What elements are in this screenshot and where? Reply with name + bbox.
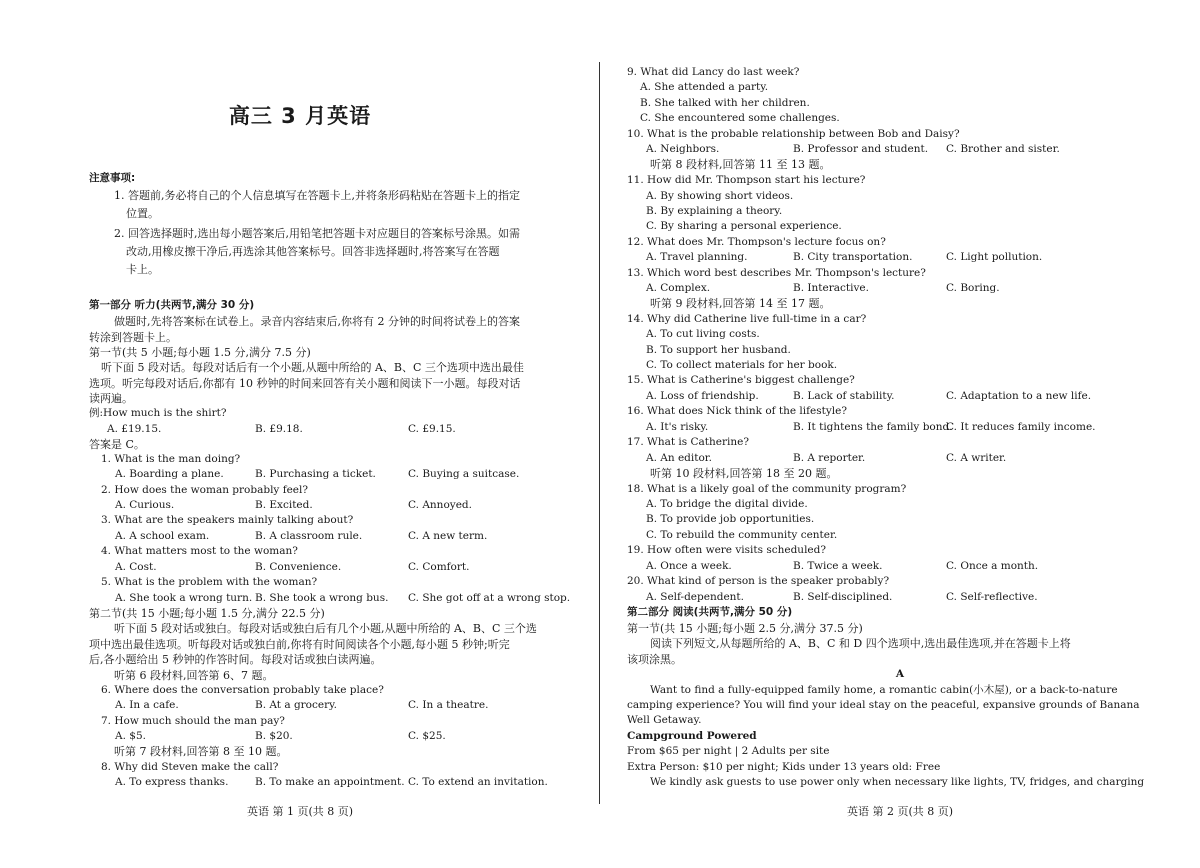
option-b: B. Lack of stability. [793,390,895,402]
question-18: 18. What is a likely goal of the community program? [627,483,907,495]
question-11: 11. How did Mr. Thompson start his lecture? [627,174,866,186]
option-c: C. She encountered some challenges. [640,112,840,124]
option-a: A. Loss of friendship. [646,390,759,402]
option-c: C. Adaptation to a new life. [946,390,1092,402]
part2-intro-line: 阅读下列短文,从每题所给的 A、B、C 和 D 四个选项中,选出最佳选项,并在答题卡上将 [650,637,1071,650]
question-16: 16. What does Nick think of the lifestyle? [627,405,847,417]
material-6-note: 听第 6 段材料,回答第 6、7 题。 [114,669,274,682]
material-8-note: 听第 8 段材料,回答第 11 至 13 题。 [650,158,831,171]
example-question: 例:How much is the shirt? [89,407,227,419]
option-b: B. She talked with her children. [640,97,810,109]
question-4: 4. What matters most to the woman? [101,545,298,557]
option-a: A. It's risky. [646,421,709,433]
option-c: C. A new term. [408,530,488,542]
option-b: B. Convenience. [255,561,342,573]
part1-heading: 第一部分 听力(共两节,满分 30 分) [89,299,255,311]
option-a: A. An editor. [646,452,712,464]
option-c: C. To extend an invitation. [408,776,548,788]
passage-line: Well Getaway. [627,714,702,726]
option-a: A. £19.15. [107,423,162,435]
section2-intro-line: 项中选出最佳选项。听每段对话或独白前,你将有时间阅读各个小题,每小题 5 秒钟;听完 [89,638,510,651]
example-answer: 答案是 C。 [89,438,145,451]
option-a: A. Complex. [646,282,711,294]
option-b: B. A classroom rule. [255,530,363,542]
question-14: 14. Why did Catherine live full-time in a car? [627,313,867,325]
option-c: C. Buying a suitcase. [408,468,520,480]
option-b: B. Excited. [255,499,313,511]
question-7: 7. How much should the man pay? [101,715,285,727]
question-15: 15. What is Catherine's biggest challenge? [627,374,855,386]
part2-heading: 第二部分 阅读(共两节,满分 50 分) [627,606,793,618]
part1-intro-line: 转涂到答题卡上。 [89,331,177,344]
option-a: A. By showing short videos. [646,190,794,202]
campground-line: From $65 per night | 2 Adults per site [627,745,830,757]
option-b: B. City transportation. [793,251,913,263]
option-a: A. $5. [115,730,146,742]
option-c: C. Once a month. [946,560,1039,572]
option-b: B. £9.18. [255,423,303,435]
section1-heading: 第一节(共 5 小题;每小题 1.5 分,满分 7.5 分) [89,346,311,359]
question-1: 1. What is the man doing? [101,453,241,465]
option-c: C. Comfort. [408,561,470,573]
option-b: B. Purchasing a ticket. [255,468,376,480]
option-b: B. It tightens the family bond. [793,421,953,433]
option-a: A. A school exam. [115,530,210,542]
option-c: C. Boring. [946,282,1000,294]
question-8: 8. Why did Steven make the call? [101,761,279,773]
option-c: C. Brother and sister. [946,143,1060,155]
option-c: C. In a theatre. [408,699,489,711]
section1-intro-line: 读两遍。 [89,392,133,405]
question-12: 12. What does Mr. Thompson's lecture focus on? [627,236,886,248]
option-c: C. To rebuild the community center. [646,529,838,541]
option-a: A. Self-dependent. [646,591,744,603]
page-footer-right: 英语 第 2 页(共 8 页) [846,805,954,818]
part2-intro-line: 该项涂黑。 [627,653,682,666]
section2-intro-line: 后,各小题给出 5 秒钟的作答时间。每段对话或独白读两遍。 [89,653,382,666]
material-9-note: 听第 9 段材料,回答第 14 至 17 题。 [650,297,831,310]
option-b: B. $20. [255,730,293,742]
section2-intro-line: 听下面 5 段对话或独白。每段对话或独白后有几个小题,从题中所给的 A、B、C 三个选 [114,622,537,635]
option-a: A. Cost. [115,561,157,573]
note-line: 改动,用橡皮擦干净后,再选涂其他答案标号。回答非选择题时,将答案写在答题 [126,245,500,258]
option-b: B. To make an appointment. [255,776,405,788]
right-page [600,0,1200,868]
question-20: 20. What kind of person is the speaker probably? [627,575,890,587]
option-c: C. Annoyed. [408,499,472,511]
option-b: B. To provide job opportunities. [646,513,815,525]
option-b: B. She took a wrong bus. [255,592,389,604]
option-c: C. It reduces family income. [946,421,1096,433]
question-5: 5. What is the problem with the woman? [101,576,318,588]
page-footer-left: 英语 第 1 页(共 8 页) [246,805,354,818]
option-c: C. Light pollution. [946,251,1043,263]
note-line: 1. 答题前,务必将自己的个人信息填写在答题卡上,并将条形码粘贴在答题卡上的指定 [114,189,520,202]
option-b: B. At a grocery. [255,699,337,711]
option-c: C. A writer. [946,452,1007,464]
option-a: A. Once a week. [646,560,732,572]
option-c: C. She got off at a wrong stop. [408,592,571,604]
option-a: A. Boarding a plane. [115,468,224,480]
campground-heading: Campground Powered [627,730,757,742]
campground-line: We kindly ask guests to use power only when necessary like lights, TV, fridges, and charging [650,776,1145,788]
question-3: 3. What are the speakers mainly talking about? [101,514,354,526]
option-a: A. Curious. [115,499,175,511]
notes-heading: 注意事项: [89,172,136,184]
material-7-note: 听第 7 段材料,回答第 8 至 10 题。 [114,745,288,758]
campground-line: Extra Person: $10 per night; Kids under 13 years old: Free [627,761,941,773]
option-a: A. Travel planning. [646,251,748,263]
question-13: 13. Which word best describes Mr. Thompson's lecture? [627,267,926,279]
option-c: C. To collect materials for her book. [646,359,838,371]
question-17: 17. What is Catherine? [627,436,749,448]
section2-heading: 第二节(共 15 小题;每小题 1.5 分,满分 22.5 分) [89,607,325,620]
passage-line: Want to find a fully-equipped family home, a romantic cabin(小木屋), or a back-to-nature [650,684,1118,696]
option-b: B. To support her husband. [646,344,791,356]
option-c: C. $25. [408,730,446,742]
option-a: A. She attended a party. [640,81,769,93]
part1-intro-line: 做题时,先将答案标在试卷上。录音内容结束后,你将有 2 分钟的时间将试卷上的答案 [114,315,520,328]
note-line: 卡上。 [126,263,159,276]
part2-section1-heading: 第一节(共 15 小题;每小题 2.5 分,满分 37.5 分) [627,622,863,635]
question-9: 9. What did Lancy do last week? [627,66,800,78]
passage-line: camping experience? You will find your ideal stay on the peaceful, expansive grounds of Banana [627,699,1140,711]
option-b: B. Interactive. [793,282,869,294]
option-b: B. Professor and student. [793,143,929,155]
question-2: 2. How does the woman probably feel? [101,484,308,496]
section1-intro-line: 听下面 5 段对话。每段对话后有一个小题,从题中所给的 A、B、C 三个选项中选出最佳 [101,361,524,374]
option-a: A. To bridge the digital divide. [646,498,808,510]
section1-intro-line: 选项。听完每段对话后,你都有 10 秒钟的时间来回答有关小题和阅读下一小题。每段对话 [89,377,521,390]
option-b: B. Twice a week. [793,560,883,572]
option-a: A. To express thanks. [115,776,229,788]
option-b: B. By explaining a theory. [646,205,783,217]
passage-letter: A [895,668,905,680]
option-c: C. Self-reflective. [946,591,1038,603]
question-19: 19. How often were visits scheduled? [627,544,826,556]
option-c: C. By sharing a personal experience. [646,220,842,232]
option-b: B. Self-disciplined. [793,591,893,603]
option-a: A. She took a wrong turn. [115,592,253,604]
note-line: 2. 回答选择题时,选出每小题答案后,用铅笔把答题卡对应题目的答案标号涂黑。如需 [114,227,520,240]
option-c: C. £9.15. [408,423,456,435]
question-6: 6. Where does the conversation probably take place? [101,684,384,696]
exam-title: 高三 3 月英语 [228,104,372,128]
option-b: B. A reporter. [793,452,866,464]
material-10-note: 听第 10 段材料,回答第 18 至 20 题。 [650,467,838,480]
option-a: A. In a cafe. [115,699,179,711]
note-line: 位置。 [126,207,159,220]
question-10: 10. What is the probable relationship between Bob and Daisy? [627,128,960,140]
option-a: A. To cut living costs. [646,328,760,340]
option-a: A. Neighbors. [646,143,720,155]
